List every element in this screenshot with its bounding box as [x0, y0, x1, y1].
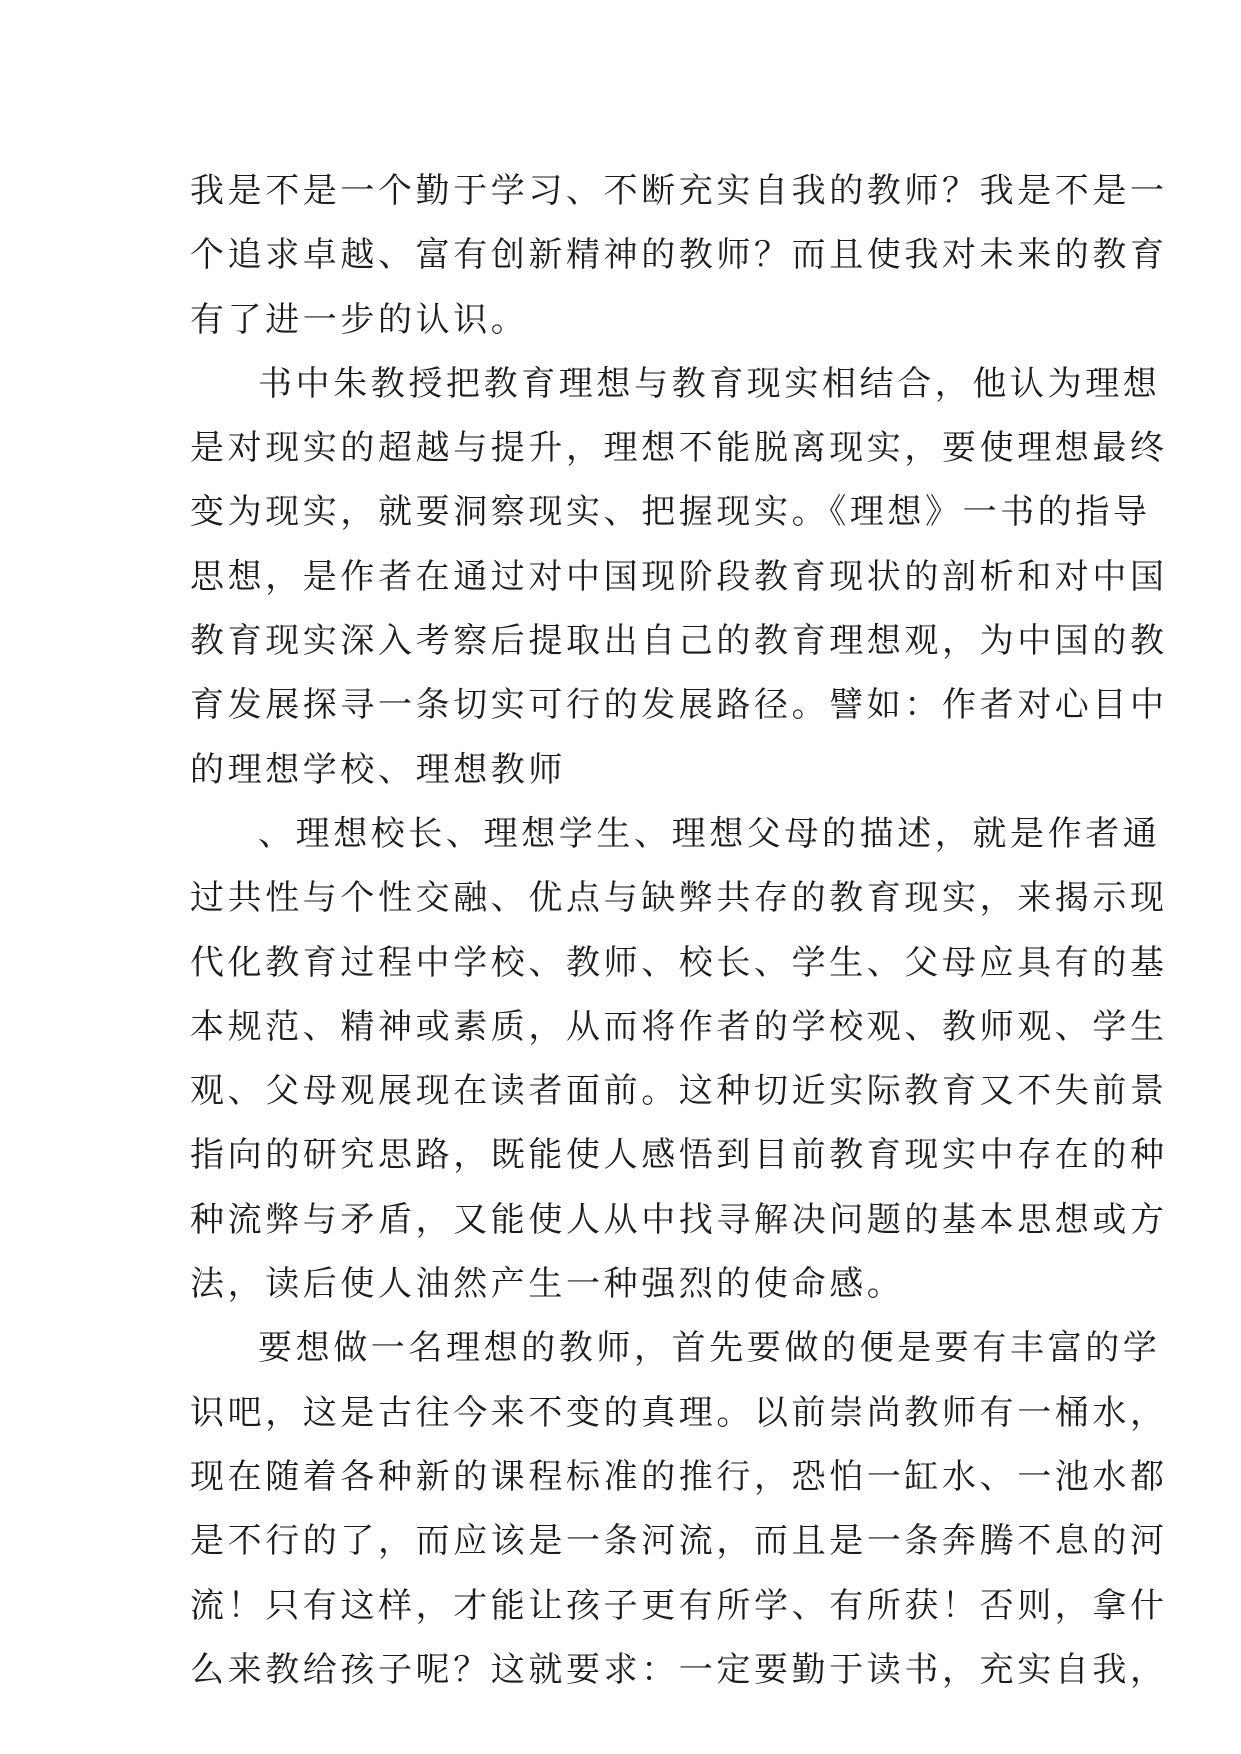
paragraph-start-line: 要想做一名理想的教师，首先要做的便是要有丰富的学 — [258, 1328, 1161, 1369]
text-line: 法，读后使人油然产生一种强烈的使命感。 — [190, 1264, 905, 1305]
text-line: 过共性与个性交融、优点与缺弊共存的教育现实，来揭示现 — [190, 878, 1168, 919]
text-line: 的理想学校、理想教师 — [190, 749, 566, 790]
text-line: 教育现实深入考察后提取出自己的教育理想观，为中国的教 — [190, 621, 1168, 662]
text-line: 个追求卓越、富有创新精神的教师？而且使我对未来的教育 — [190, 235, 1168, 276]
text-line: 代化教育过程中学校、教师、校长、学生、父母应具有的基 — [190, 942, 1168, 983]
text-line: 我是不是一个勤于学习、不断充实自我的教师？我是不是一 — [190, 171, 1168, 211]
text-line: 现在随着各种新的课程标准的推行，恐怕一缸水、一池水都 — [190, 1456, 1168, 1497]
paragraph-start-line: 、理想校长、理想学生、理想父母的描述，就是作者通 — [258, 813, 1161, 854]
text-line: 观、父母观展现在读者面前。这种切近实际教育又不失前景 — [190, 1071, 1168, 1112]
text-line: 思想，是作者在通过对中国现阶段教育现状的剖析和对中国 — [190, 556, 1168, 597]
text-line: 育发展探寻一条切实可行的发展路径。譬如：作者对心目中 — [190, 685, 1168, 726]
text-line: 种流弊与矛盾，又能使人从中找寻解决问题的基本思想或方 — [190, 1199, 1168, 1240]
text-line: 本规范、精神或素质，从而将作者的学校观、教师观、学生 — [190, 1006, 1168, 1047]
document-body — [190, 159, 1168, 1702]
text-line: 变为现实，就要洞察现实、把握现实。《理想》一书的指导 — [190, 492, 1151, 533]
text-line: 识吧，这是古往今来不变的真理。以前崇尚教师有一桶水， — [190, 1392, 1168, 1433]
text-line: 么来教给孩子呢？这就要求：一定要勤于读书，充实自我， — [190, 1649, 1168, 1690]
paragraph-start-line: 书中朱教授把教育理想与教育现实相结合，他认为理想 — [258, 363, 1161, 404]
text-line: 是对现实的超越与提升，理想不能脱离现实，要使理想最终 — [190, 428, 1168, 469]
text-line: 是不行的了，而应该是一条河流，而且是一条奔腾不息的河 — [190, 1521, 1168, 1562]
text-line: 流！只有这样，才能让孩子更有所学、有所获！否则，拿什 — [190, 1585, 1168, 1626]
text-line: 有了进一步的认识。 — [190, 299, 529, 340]
text-line: 指向的研究思路，既能使人感悟到目前教育现实中存在的种 — [190, 1135, 1168, 1176]
